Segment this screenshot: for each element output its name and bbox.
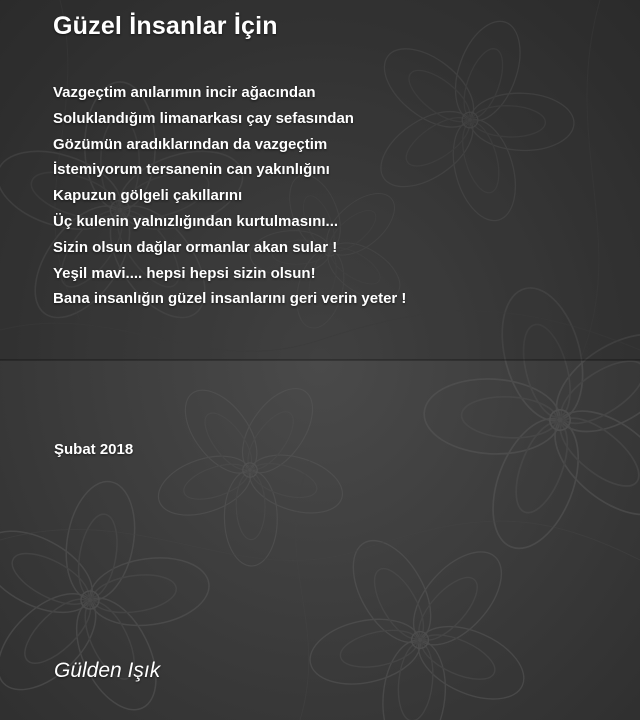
poem-line: Vazgeçtim anılarımın incir ağacından bbox=[53, 84, 316, 101]
poem-date: Şubat 2018 bbox=[54, 441, 134, 458]
poem-line: Kapuzun gölgeli çakıllarını bbox=[53, 187, 243, 205]
poem-line: Soluklandığım limanarkası çay sefasından bbox=[53, 109, 354, 127]
poem-title: Güzel İnsanlar İçin bbox=[53, 12, 278, 40]
poem-line: İstemiyorum tersanenin can yakınlığını bbox=[53, 161, 330, 179]
section-divider bbox=[0, 359, 640, 361]
poem-line: Üç kulenin yalnızlığından kurtulmasını... bbox=[53, 212, 339, 230]
poem-author: Gülden Işık bbox=[54, 659, 161, 682]
poem-line: Sizin olsun dağlar ormanlar akan sular ! bbox=[53, 238, 338, 256]
poem-line: Yeşil mavi.... hepsi hepsi sizin olsun! bbox=[53, 264, 316, 282]
poem-lines bbox=[53, 80, 613, 312]
poem-line: Gözümün aradıklarından da vazgeçtim bbox=[53, 135, 328, 153]
poem-line: Bana insanlığın güzel insanlarını geri verin yeter ! bbox=[53, 290, 407, 308]
